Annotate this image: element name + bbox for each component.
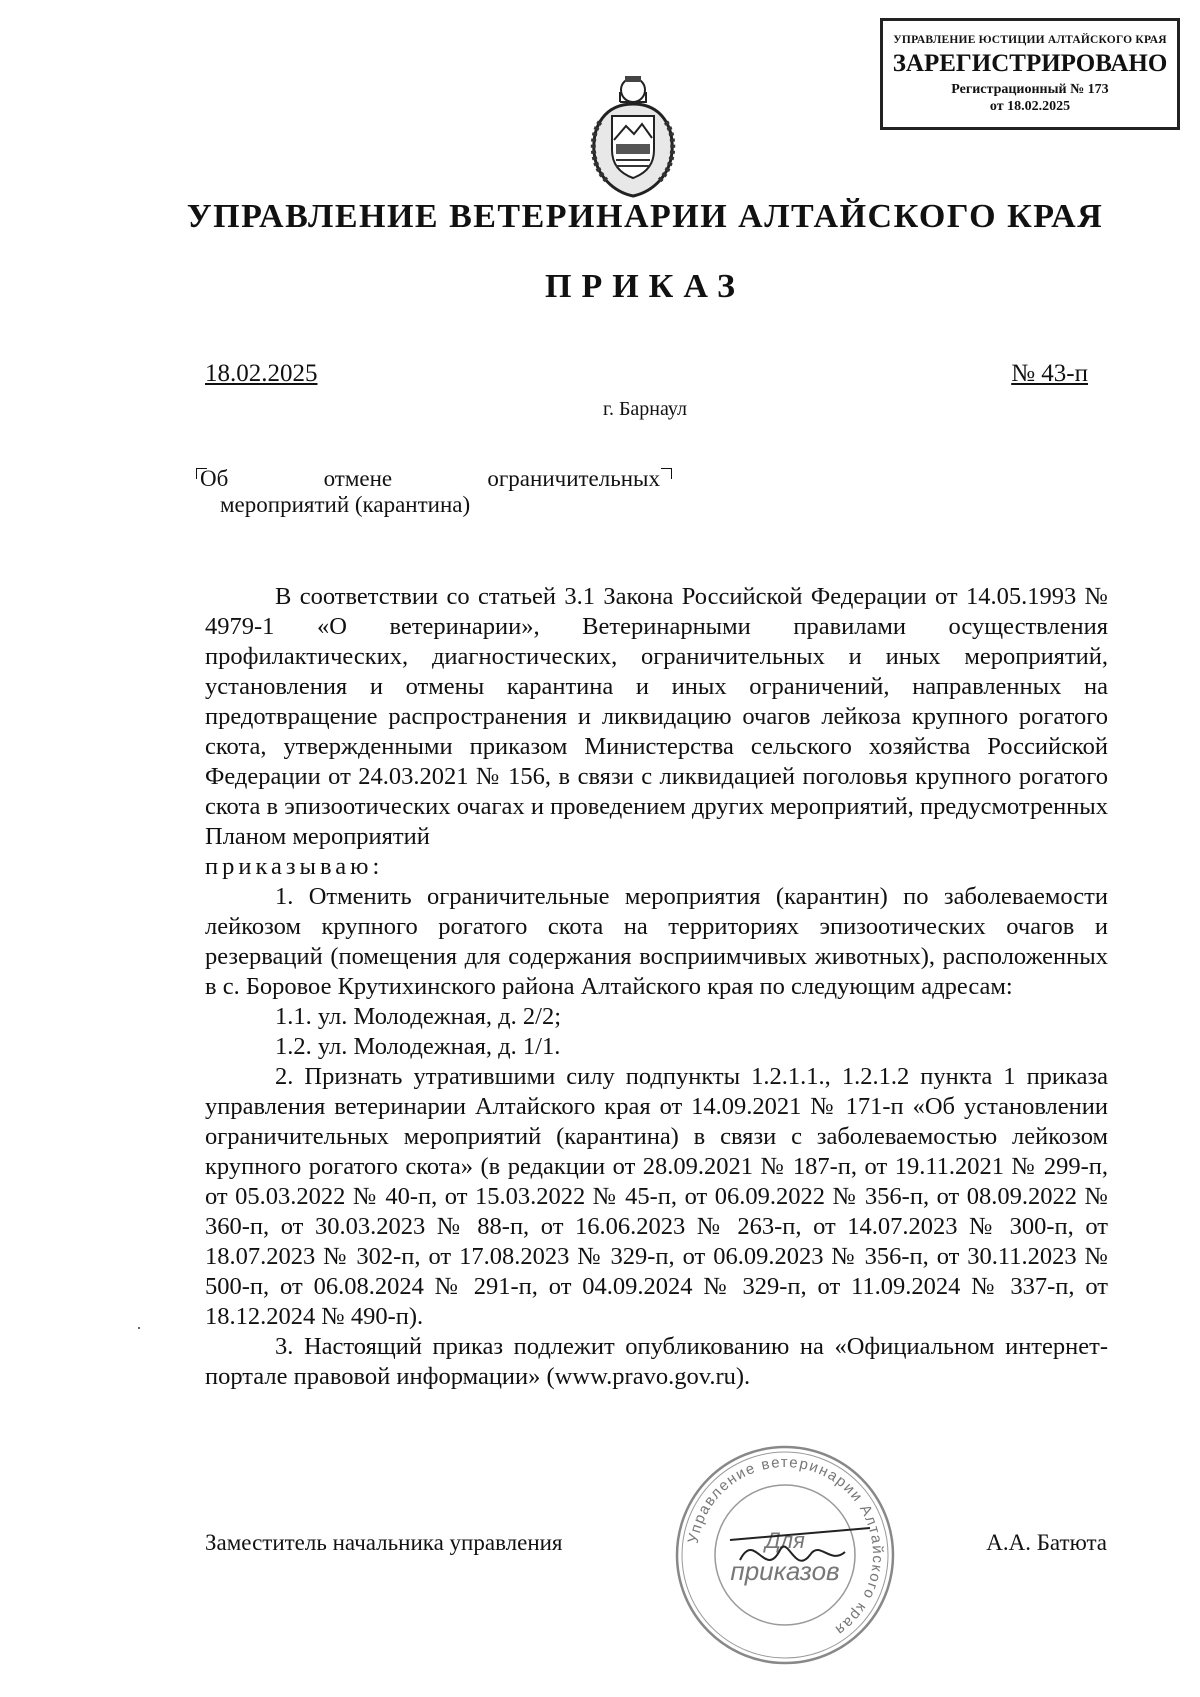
- coat-of-arms-icon: [580, 70, 686, 200]
- official-seal: [670, 1440, 900, 1670]
- body-item-1-1: 1.1. ул. Молодежная, д. 2/2;: [275, 1003, 561, 1030]
- subject-word-1: Об: [200, 466, 229, 491]
- document-city: г. Барнаул: [603, 398, 687, 420]
- subject-line-2: мероприятий (карантина): [220, 492, 471, 517]
- signatory-position: Заместитель начальника управления: [205, 1530, 563, 1555]
- subject-bracket-left: [196, 468, 207, 479]
- seal-ring-text: Управление ветеринарии Алтайского края: [684, 1453, 887, 1640]
- registration-stamp: [880, 18, 1180, 130]
- subject-word-2: отмене: [323, 466, 393, 491]
- stamp-reg-date: от 18.02.2025: [989, 98, 1071, 114]
- order-word: приказываю:: [205, 853, 384, 880]
- document-body: [205, 582, 1108, 1392]
- document-number: № 43-п: [1011, 360, 1088, 387]
- agency-title: УПРАВЛЕНИЕ ВЕТЕРИНАРИИ АЛТАЙСКОГО КРАЯ: [186, 198, 1104, 235]
- subject-bracket-right: [661, 468, 672, 479]
- subject-word-3: ограничительных: [487, 466, 660, 491]
- document-subject: [200, 466, 660, 518]
- scan-speck: [138, 1327, 140, 1329]
- subject-line-1: [200, 466, 660, 492]
- stamp-organization: УПРАВЛЕНИЕ ЮСТИЦИИ АЛТАЙСКОГО КРАЯ: [893, 33, 1167, 46]
- body-item-3: 3. Настоящий приказ подлежит опубликованию на «Официальном интернет-портале правовой информации» (www.pravo.gov.ru).: [205, 1333, 1108, 1390]
- document-date: 18.02.2025: [205, 360, 318, 387]
- seal-center-line-2: приказов: [730, 1556, 840, 1586]
- body-intro: В соответствии со статьей 3.1 Закона Российской Федерации от 14.05.1993 № 4979-1 «О ветеринарии», Ветеринарными правилами осуществления профилактических, диагностических, ограничительных и иных мероприятий, установления и отмены карантина и иных ограничений, направленных на предотвращение распространения и ликвидацию очагов лейкоза крупного рогатого скота, утвержденными приказом Министерства сельского хозяйства Российской Федерации от 24.03.2021 № 156, в связи с ликвидацией поголовья крупного рогатого скота в эпизоотических очагах и проведением других мероприятий, предусмотренных Планом мероприятий: [205, 583, 1108, 850]
- body-item-1-2: 1.2. ул. Молодежная, д. 1/1.: [275, 1033, 561, 1060]
- body-order-line: [205, 852, 1108, 882]
- body-item-1: 1. Отменить ограничительные мероприятия (карантин) по заболеваемости лейкозом крупного рогатого скота на территориях эпизоотических очагов и резерваций (помещения для содержания восприимчивых животных), расположенных в с. Боровое Крутихинского района Алтайского края по следующим адресам:: [205, 883, 1108, 1000]
- body-item-2: 2. Признать утратившими силу подпункты 1.2.1.1., 1.2.1.2 пункта 1 приказа управления ветеринарии Алтайского края от 14.09.2021 № 171-п «Об установлении ограничительных мероприятий (карантина) в связи с заболеваемостью лейкозом крупного рогатого скота» (в редакции от 28.09.2021 № 187-п, от 19.11.2021 № 299-п, от 05.03.2022 № 40-п, от 15.03.2022 № 45-п, от 06.09.2022 № 356-п, от 08.09.2022 № 360-п, от 30.03.2023 № 88-п, от 16.06.2023 № 263-п, от 14.07.2023 № 300-п, от 18.07.2023 № 302-п, от 17.08.2023 № 329-п, от 06.09.2023 № 356-п, от 30.11.2023 № 500-п, от 06.08.2024 № 291-п, от 04.09.2024 № 329-п, от 11.09.2024 № 337-п, от 18.12.2024 № 490-п).: [205, 1063, 1108, 1330]
- document-type: ПРИКАЗ: [545, 268, 745, 305]
- seal-center-line-1: Для: [765, 1528, 805, 1553]
- signatory-name: А.А. Батюта: [986, 1530, 1107, 1555]
- stamp-reg-number: Регистрационный № 173: [951, 81, 1109, 97]
- stamp-status: ЗАРЕГИСТРИРОВАНО: [892, 49, 1168, 77]
